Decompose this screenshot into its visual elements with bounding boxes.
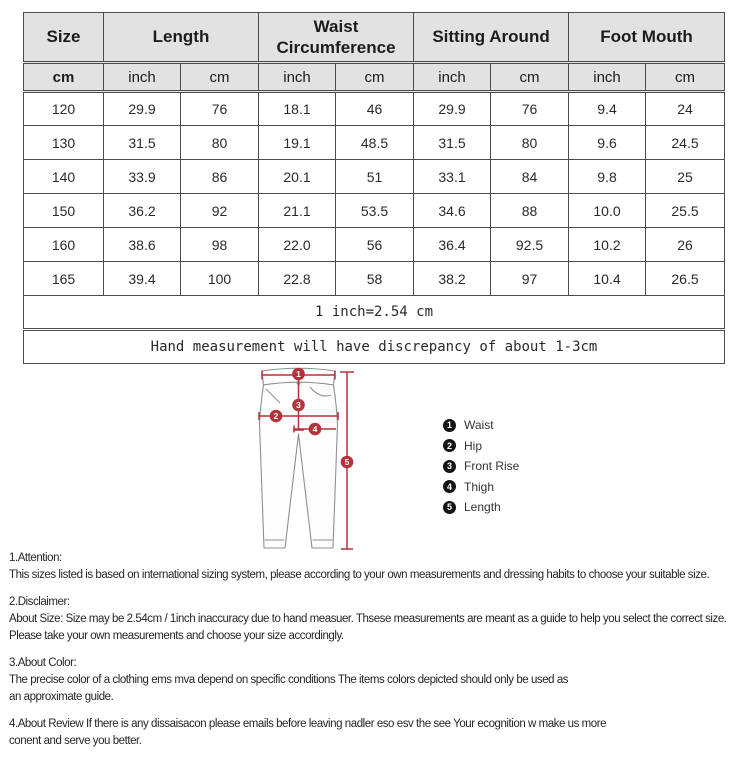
legend-badge-2: 2: [443, 439, 456, 452]
disclaimer-text-line2: Please take your own measurements and choose your size accordingly.: [9, 630, 344, 642]
about-color-heading: 3.About Color:: [9, 657, 77, 669]
col-header-foot-mouth: Foot Mouth: [569, 13, 725, 63]
table-cell: 33.1: [414, 160, 491, 194]
col-header-length: Length: [104, 13, 259, 63]
measurement-legend: [443, 415, 519, 518]
table-cell: 84: [491, 160, 569, 194]
table-cell: 56: [336, 228, 414, 262]
table-cell: 25.5: [646, 194, 725, 228]
table-cell: 92.5: [491, 228, 569, 262]
table-cell: 39.4: [104, 262, 181, 296]
table-cell: 88: [491, 194, 569, 228]
table-unit-row: [24, 63, 725, 92]
table-cell: 80: [181, 126, 259, 160]
marker-1-number: 1: [296, 369, 301, 379]
table-header-row: [24, 13, 725, 63]
about-review-section: [9, 716, 749, 750]
marker-3-number: 3: [296, 400, 301, 410]
table-cell: 9.8: [569, 160, 646, 194]
table-cell: 20.1: [259, 160, 336, 194]
legend-badge-1: 1: [443, 419, 456, 432]
table-cell: 76: [491, 92, 569, 126]
table-row: [24, 160, 725, 194]
marker-5-number: 5: [344, 457, 350, 467]
unit-header: cm: [646, 63, 725, 92]
table-cell: 10.4: [569, 262, 646, 296]
table-cell: 92: [181, 194, 259, 228]
unit-header: inch: [414, 63, 491, 92]
table-row: [24, 194, 725, 228]
legend-item-waist: [443, 415, 519, 436]
attention-text: This sizes listed is based on international sizing system, please according to your own measurements and dressing habits to choose your suitable size.: [9, 569, 710, 581]
table-cell: 22.8: [259, 262, 336, 296]
table-cell: 76: [181, 92, 259, 126]
about-review-text-line1: 4.About Review If there is any dissaisacon please emails before leaving nadler eso esv the see Your ecognition w make us more: [9, 718, 607, 730]
table-cell: 80: [491, 126, 569, 160]
table-cell: 24: [646, 92, 725, 126]
table-cell: 130: [24, 126, 104, 160]
table-cell: 26.5: [646, 262, 725, 296]
table-cell: 100: [181, 262, 259, 296]
table-row: [24, 126, 725, 160]
unit-header: cm: [181, 63, 259, 92]
legend-badge-3: 3: [443, 460, 456, 473]
table-cell: 98: [181, 228, 259, 262]
table-cell: 58: [336, 262, 414, 296]
table-cell: 120: [24, 92, 104, 126]
table-cell: 25: [646, 160, 725, 194]
table-cell: 53.5: [336, 194, 414, 228]
marker-2-number: 2: [273, 411, 279, 421]
attention-section: [9, 550, 749, 584]
hand-measurement-note: Hand measurement will have discrepancy of about 1-3cm: [24, 330, 725, 364]
legend-label: Length: [464, 500, 501, 515]
attention-heading: 1.Attention:: [9, 552, 62, 564]
table-note-row: [24, 330, 725, 364]
table-cell: 26: [646, 228, 725, 262]
table-cell: 24.5: [646, 126, 725, 160]
about-color-section: [9, 655, 749, 706]
legend-label: Front Rise: [464, 459, 520, 474]
table-cell: 19.1: [259, 126, 336, 160]
pants-measurement-diagram: [250, 362, 360, 554]
table-cell: 46: [336, 92, 414, 126]
table-cell: 34.6: [414, 194, 491, 228]
table-cell: 51: [336, 160, 414, 194]
legend-item-length: [443, 497, 519, 518]
inch-conversion-note: 1 inch=2.54 cm: [24, 296, 725, 330]
table-cell: 18.1: [259, 92, 336, 126]
table-cell: 33.9: [104, 160, 181, 194]
table-cell: 86: [181, 160, 259, 194]
unit-header: inch: [259, 63, 336, 92]
footnotes: [9, 550, 749, 760]
table-cell: 31.5: [104, 126, 181, 160]
disclaimer-section: [9, 594, 749, 645]
table-cell: 22.0: [259, 228, 336, 262]
legend-label: Waist: [464, 418, 494, 433]
legend-label: Hip: [464, 438, 483, 453]
table-cell: 21.1: [259, 194, 336, 228]
unit-header: cm: [491, 63, 569, 92]
about-color-text-line1: The precise color of a clothing ems mva depend on specific conditions The items colors depicted should only be used as: [9, 674, 569, 686]
legend-item-hip: [443, 436, 519, 457]
table-cell: 36.2: [104, 194, 181, 228]
size-chart-table: [23, 12, 725, 364]
about-color-text-line2: an approximate guide.: [9, 691, 114, 703]
table-cell: 9.4: [569, 92, 646, 126]
col-header-sitting-around: Sitting Around: [414, 13, 569, 63]
table-cell: 160: [24, 228, 104, 262]
table-cell: 31.5: [414, 126, 491, 160]
unit-header: inch: [569, 63, 646, 92]
table-cell: 36.4: [414, 228, 491, 262]
table-cell: 48.5: [336, 126, 414, 160]
unit-header: inch: [104, 63, 181, 92]
table-cell: 29.9: [414, 92, 491, 126]
unit-header: cm: [336, 63, 414, 92]
table-cell: 10.0: [569, 194, 646, 228]
table-cell: 9.6: [569, 126, 646, 160]
table-cell: 38.2: [414, 262, 491, 296]
legend-badge-5: 5: [443, 501, 456, 514]
table-cell: 97: [491, 262, 569, 296]
table-note-row: [24, 296, 725, 330]
legend-badge-4: 4: [443, 480, 456, 493]
legend-item-front-rise: [443, 456, 519, 477]
col-header-size: Size: [24, 13, 104, 63]
table-cell: 29.9: [104, 92, 181, 126]
table-cell: 10.2: [569, 228, 646, 262]
unit-header: cm: [24, 63, 104, 92]
legend-item-thigh: [443, 477, 519, 498]
col-header-waist-circumference: Waist Circumference: [259, 13, 414, 63]
table-cell: 150: [24, 194, 104, 228]
marker-4-number: 4: [312, 424, 318, 434]
table-cell: 165: [24, 262, 104, 296]
legend-label: Thigh: [464, 479, 495, 494]
table-cell: 140: [24, 160, 104, 194]
table-row: [24, 262, 725, 296]
about-review-text-line2: conent and serve you better.: [9, 735, 142, 747]
table-row: [24, 92, 725, 126]
table-row: [24, 228, 725, 262]
disclaimer-heading: 2.Disclaimer:: [9, 596, 70, 608]
disclaimer-text-line1: About Size: Size may be 2.54cm / 1inch inaccuracy due to hand measuer. Thsese measurements are meant as a guide to help you select the correct size.: [9, 613, 727, 625]
table-cell: 38.6: [104, 228, 181, 262]
